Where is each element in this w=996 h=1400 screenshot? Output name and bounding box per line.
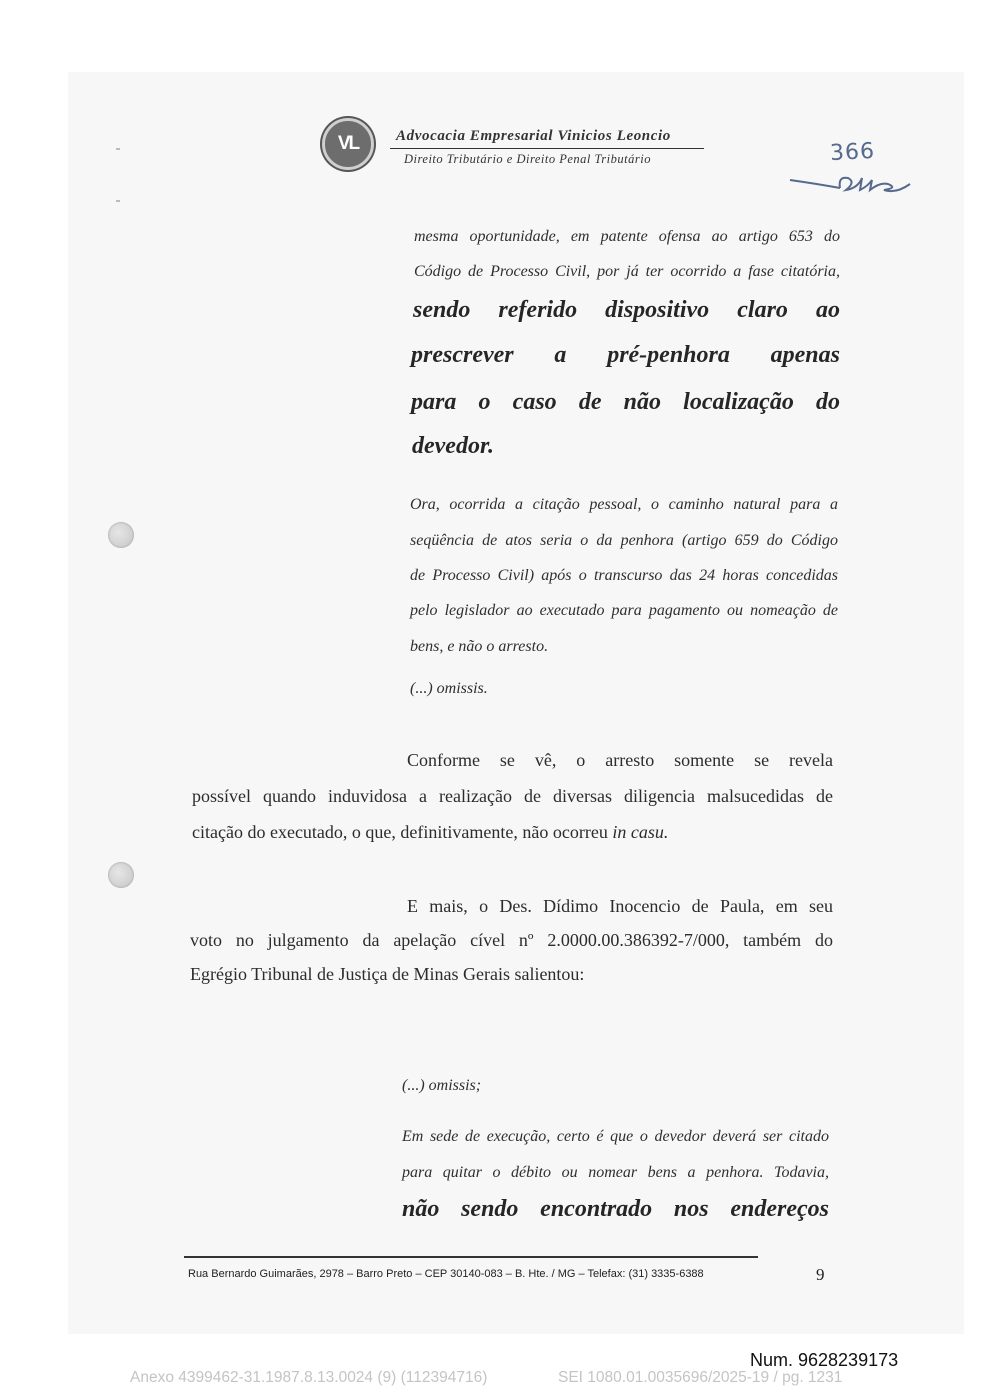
quote-emphasis-line: para o caso de não localização do (411, 389, 840, 415)
footer-address: Rua Bernardo Guimarães, 2978 – Barro Preto – CEP 30140-083 – B. Hte. / MG – Telefax: (31) 3335-6388 (188, 1268, 704, 1280)
body-line: Egrégio Tribunal de Justiça de Minas Gerais salientou: (190, 964, 585, 984)
quote-line: mesma oportunidade, em patente ofensa ao artigo 653 do (414, 228, 840, 245)
scan-mark (116, 148, 120, 150)
footer-divider (184, 1256, 758, 1258)
folio-number: 366 (829, 138, 876, 167)
quote-line: Código de Processo Civil, por já ter ocorrido a fase citatória, (414, 263, 840, 280)
quote-line: de Processo Civil) após o transcurso das 24 horas concedidas (410, 567, 838, 584)
document-number: Num. 9628239173 (750, 1350, 899, 1370)
quote-line: pelo legislador ao executado para pagamento ou nomeação de (410, 602, 838, 619)
folio-signature-icon (788, 158, 914, 198)
firm-subtitle: Direito Tributário e Direito Penal Tributário (404, 152, 651, 166)
header-divider (390, 148, 704, 149)
body-line: citação do executado, o que, definitivamente, não ocorreu in casu. (192, 822, 669, 842)
sei-reference: SEI 1080.01.0035696/2025-19 / pg. 1231 (558, 1369, 843, 1386)
quote-line: seqüência de atos seria o da penhora (artigo 659 do Código (410, 532, 838, 549)
quote-line: Ora, ocorrida a citação pessoal, o caminho natural para a (410, 496, 838, 513)
punch-hole (108, 862, 134, 888)
omissis-note: (...) omissis; (402, 1077, 482, 1094)
body-line: possível quando induvidosa a realização de diversas diligencia malsucedidas de (192, 786, 833, 806)
quote-emphasis-line: sendo referido dispositivo claro ao (413, 297, 840, 323)
quote-emphasis-line: não sendo encontrado nos endereços (402, 1196, 829, 1222)
scan-mark (116, 200, 120, 202)
annex-reference: Anexo 4399462-31.1987.8.13.0024 (9) (112394716) (130, 1369, 488, 1386)
body-line: voto no julgamento da apelação cível nº 2.0000.00.386392-7/000, também do (190, 930, 833, 950)
quote-emphasis-line: devedor. (412, 433, 494, 459)
firm-name: Advocacia Empresarial Vinicios Leoncio (396, 128, 671, 144)
firm-logo: VL (322, 118, 374, 170)
page-number: 9 (816, 1265, 825, 1284)
quote-emphasis-line: prescrever a pré-penhora apenas (411, 342, 840, 368)
quote-line: Em sede de execução, certo é que o devedor deverá ser citado (402, 1128, 829, 1145)
punch-hole (108, 522, 134, 548)
quote-line: para quitar o débito ou nomear bens a penhora. Todavia, (402, 1164, 829, 1181)
body-line: E mais, o Des. Dídimo Inocencio de Paula, em seu (407, 896, 833, 916)
quote-line: bens, e não o arresto. (410, 638, 549, 655)
omissis-note: (...) omissis. (410, 680, 488, 697)
body-line: Conforme se vê, o arresto somente se revela (407, 750, 833, 770)
